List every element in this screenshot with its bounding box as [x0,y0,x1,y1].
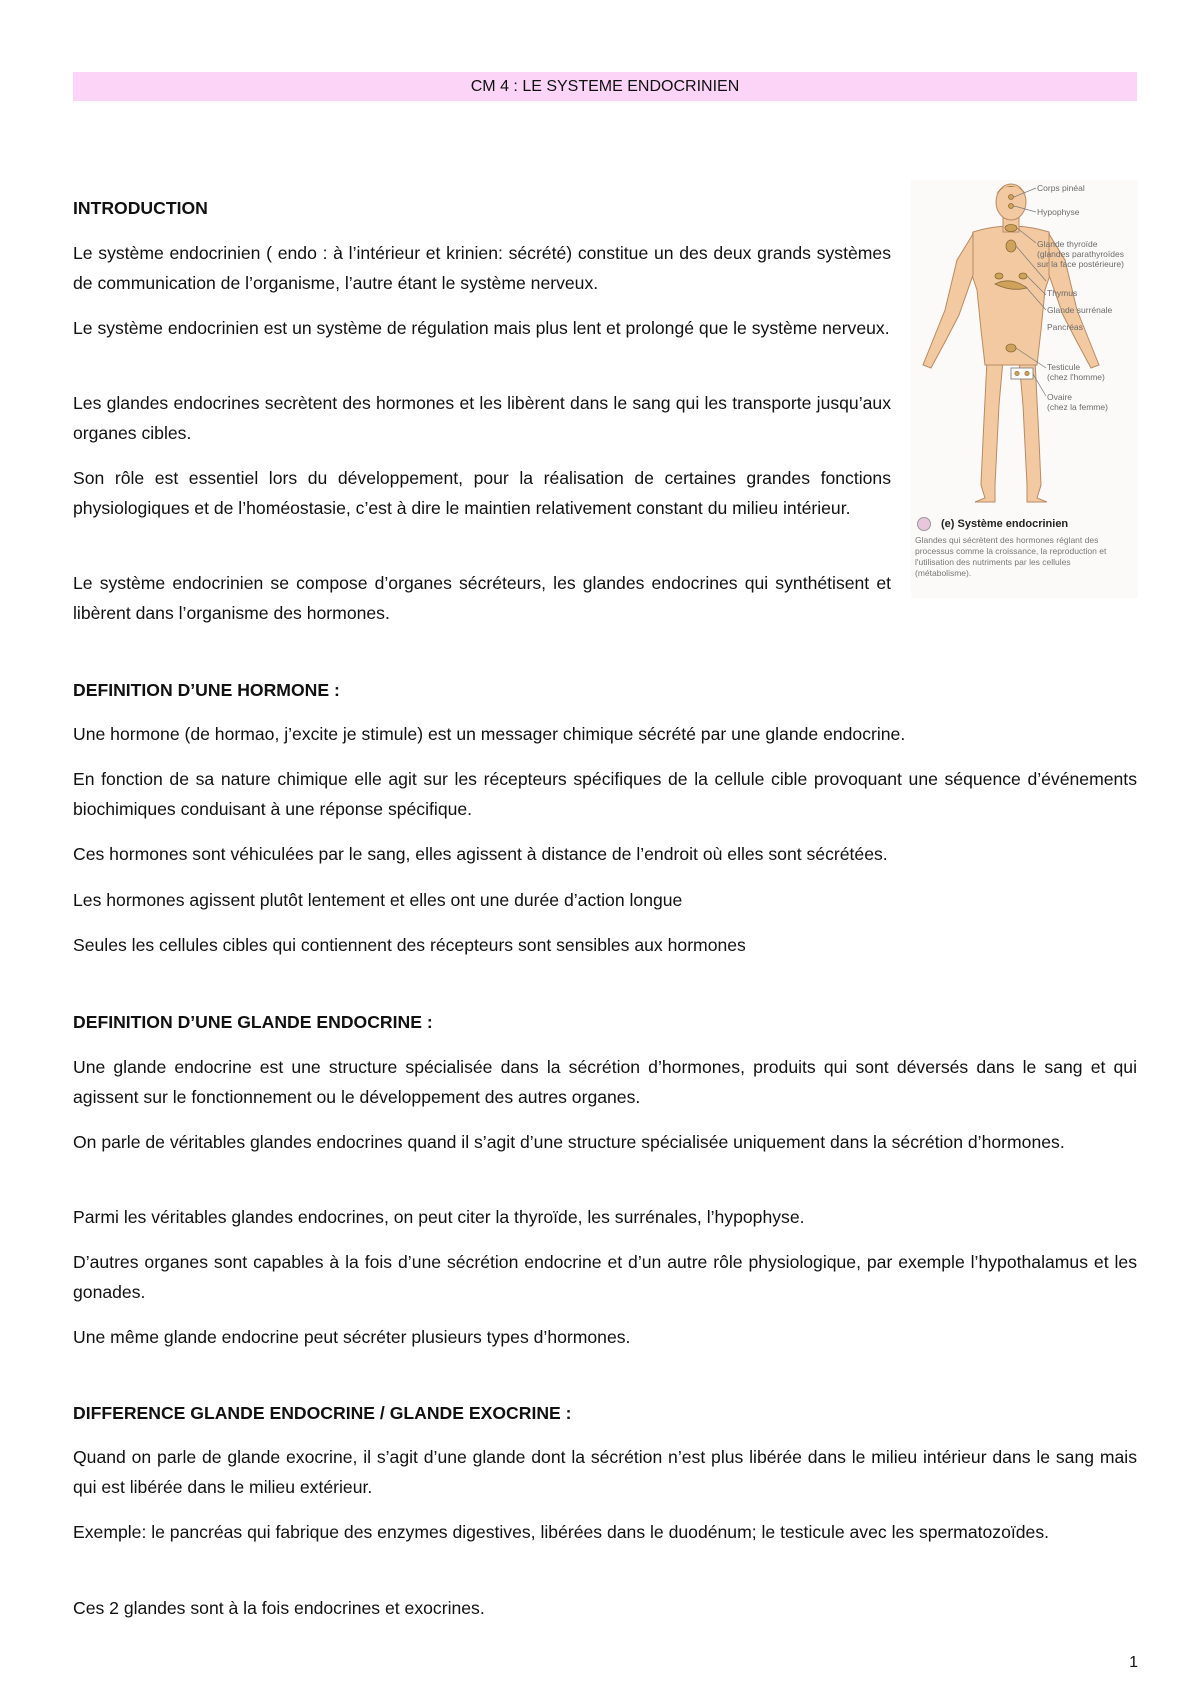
gland-paragraph-5: Une même glande endocrine peut sécréter plusieurs types d’hormones. [73,1327,631,1347]
label-pituitary: Hypophyse [1037,207,1080,217]
section-heading-introduction: INTRODUCTION [73,198,208,218]
label-pancreas: Pancréas [1047,322,1083,332]
endocrine-system-figure [911,180,1138,598]
section-heading-endocrine-gland: DEFINITION D’UNE GLANDE ENDOCRINE : [73,1012,433,1032]
section-heading-difference: DIFFERENCE GLANDE ENDOCRINE / GLANDE EXOCRINE : [73,1403,572,1423]
hormone-paragraph-5: Seules les cellules cibles qui contiennent des récepteurs sont sensibles aux hormones [73,935,746,955]
intro-paragraph-4: Son rôle est essentiel lors du développement, pour la réalisation de certaines grandes fonctions physiologiques et de l’homéostasie, c’est à dire le maintien relativement constant du milieu intérieur. [73,468,891,518]
label-adrenal: Glande surrénale [1047,305,1113,315]
gland-paragraph-1: Une glande endocrine est une structure spécialisée dans la sécrétion d’hormones, produits qui sont déversés dans le sang et qui agissent sur le fonctionnement ou le développement des autres organes. [73,1057,1137,1107]
label-ovary: Ovaire (chez la femme) [1047,392,1108,412]
hormone-paragraph-2: En fonction de sa nature chimique elle agit sur les récepteurs spécifiques de la cellule cible provoquant une séquence d’événements biochimiques conduisant à une réponse spécifique. [73,769,1137,819]
hormone-paragraph-4: Les hormones agissent plutôt lentement et elles ont une durée d’action longue [73,890,683,910]
intro-paragraph-5: Le système endocrinien se compose d’organes sécréteurs, les glandes endocrines qui synthétisent et libèrent dans l’organisme des hormones. [73,573,891,623]
difference-paragraph-3: Ces 2 glandes sont à la fois endocrines et exocrines. [73,1598,485,1618]
gland-paragraph-3: Parmi les véritables glandes endocrines, on peut citer la thyroïde, les surrénales, l’hypophyse. [73,1207,805,1227]
figure-caption-title: (e) Système endocrinien [941,518,1069,530]
figure-caption-text: Glandes qui sécrètent des hormones réglant des processus comme la croissance, la reproduction et l'utilisation des nutriments par les cellules (métabolisme). [915,535,1107,578]
label-thymus: Thymus [1047,288,1078,298]
label-pineal-body: Corps pinéal [1037,183,1085,193]
page-title: CM 4 : LE SYSTEME ENDOCRINIEN [73,72,1137,101]
intro-paragraph-3: Les glandes endocrines secrètent des hormones et les libèrent dans le sang qui les transporte jusqu’aux organes cibles. [73,393,891,443]
section-heading-hormone: DEFINITION D’UNE HORMONE : [73,680,340,700]
legend-color-swatch [917,517,931,531]
difference-paragraph-1: Quand on parle de glande exocrine, il s’agit d’une glande dont la sécrétion n’est plus libérée dans le milieu intérieur dans le sang mais qui est libérée dans le milieu extérieur. [73,1447,1137,1497]
gland-paragraph-4: D’autres organes sont capables à la fois d’une sécrétion endocrine et d’un autre rôle physiologique, par exemple l’hypothalamus et les gonades. [73,1252,1137,1302]
page-number: 1 [1129,1654,1138,1671]
hormone-paragraph-3: Ces hormones sont véhiculées par le sang, elles agissent à distance de l’endroit où elles sont sécrétées. [73,844,888,864]
hormone-paragraph-1: Une hormone (de hormao, j’excite je stimule) est un messager chimique sécrété par une glande endocrine. [73,724,906,744]
intro-paragraph-2: Le système endocrinien est un système de régulation mais plus lent et prolongé que le système nerveux. [73,318,890,338]
gland-paragraph-2: On parle de véritables glandes endocrines quand il s’agit d’une structure spécialisée uniquement dans la sécrétion d’hormones. [73,1132,1065,1152]
label-thyroid: Glande thyroïde (glandes parathyroïdes sur la face postérieure) [1037,239,1124,269]
difference-paragraph-2: Exemple: le pancréas qui fabrique des enzymes digestives, libérées dans le duodénum; le testicule avec les spermatozoïdes. [73,1522,1050,1542]
intro-paragraph-1: Le système endocrinien ( endo : à l’intérieur et krinien: sécrété) constitue un des deux grands systèmes de communication de l’organisme, l’autre étant le système nerveux. [73,243,891,293]
label-testis: Testicule (chez l'homme) [1047,362,1105,382]
